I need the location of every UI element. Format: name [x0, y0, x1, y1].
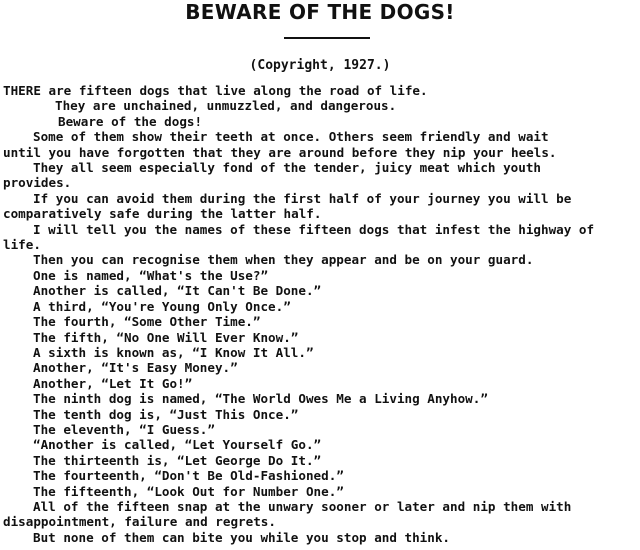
- text-line: The ninth dog is named, “The World Owes Me a Living Anyhow.”: [33, 391, 488, 407]
- text-line: THERE are fifteen dogs that live along the road of life.: [3, 83, 428, 98]
- text-line: They all seem especially fond of the tender, juicy meat which youth: [33, 160, 541, 176]
- text-line: “Another is called, “Let Yourself Go.”: [33, 437, 322, 453]
- article-body: [3, 83, 639, 545]
- text-line: The tenth dog is, “Just This Once.”: [33, 406, 299, 422]
- text-line: Another, “It's Easy Money.”: [33, 360, 238, 376]
- headline-divider: [284, 37, 370, 39]
- text-line: disappointment, failure and regrets.: [3, 514, 276, 530]
- text-line: They are unchained, unmuzzled, and dangerous.: [55, 98, 397, 114]
- copyright-notice: (Copyright, 1927.): [249, 58, 391, 73]
- text-line: life.: [3, 237, 41, 253]
- text-line: The thirteenth is, “Let George Do It.”: [33, 452, 322, 468]
- text-line: comparatively safe during the latter half.: [3, 206, 322, 222]
- text-line: The fourteenth, “Don't Be Old-Fashioned.”: [33, 468, 344, 484]
- text-line: Another, “Let It Go!”: [33, 375, 193, 391]
- text-line: until you have forgotten that they are around before they nip your heels.: [3, 144, 557, 160]
- text-line: Then you can recognise them when they appear and be on your guard.: [33, 252, 534, 268]
- text-line: If you can avoid them during the first half of your journey you will be: [33, 190, 572, 206]
- text-line: Another is called, “It Can't Be Done.”: [33, 283, 322, 299]
- headline: BEWARE OF THE DOGS!: [185, 0, 455, 24]
- text-line: The eleventh, “I Guess.”: [33, 421, 215, 437]
- text-line: provides.: [3, 175, 72, 191]
- text-line: Beware of the dogs!: [58, 113, 203, 129]
- text-line: All of the fifteen snap at the unwary sooner or later and nip them with: [33, 498, 572, 514]
- text-line: The fourth, “Some Other Time.”: [33, 314, 261, 330]
- text-line: I will tell you the names of these fifteen dogs that infest the highway of: [33, 221, 595, 237]
- text-line: Some of them show their teeth at once. Others seem friendly and wait: [33, 129, 549, 145]
- text-line: A third, “You're Young Only Once.”: [33, 298, 291, 314]
- text-line: But none of them can bite you while you stop and think.: [33, 529, 451, 545]
- text-line: The fifth, “No One Will Ever Know.”: [33, 329, 299, 345]
- text-line: A sixth is known as, “I Know It All.”: [33, 344, 314, 360]
- text-line: One is named, “What's the Use?”: [33, 267, 269, 283]
- text-line: The fifteenth, “Look Out for Number One.”: [33, 483, 344, 499]
